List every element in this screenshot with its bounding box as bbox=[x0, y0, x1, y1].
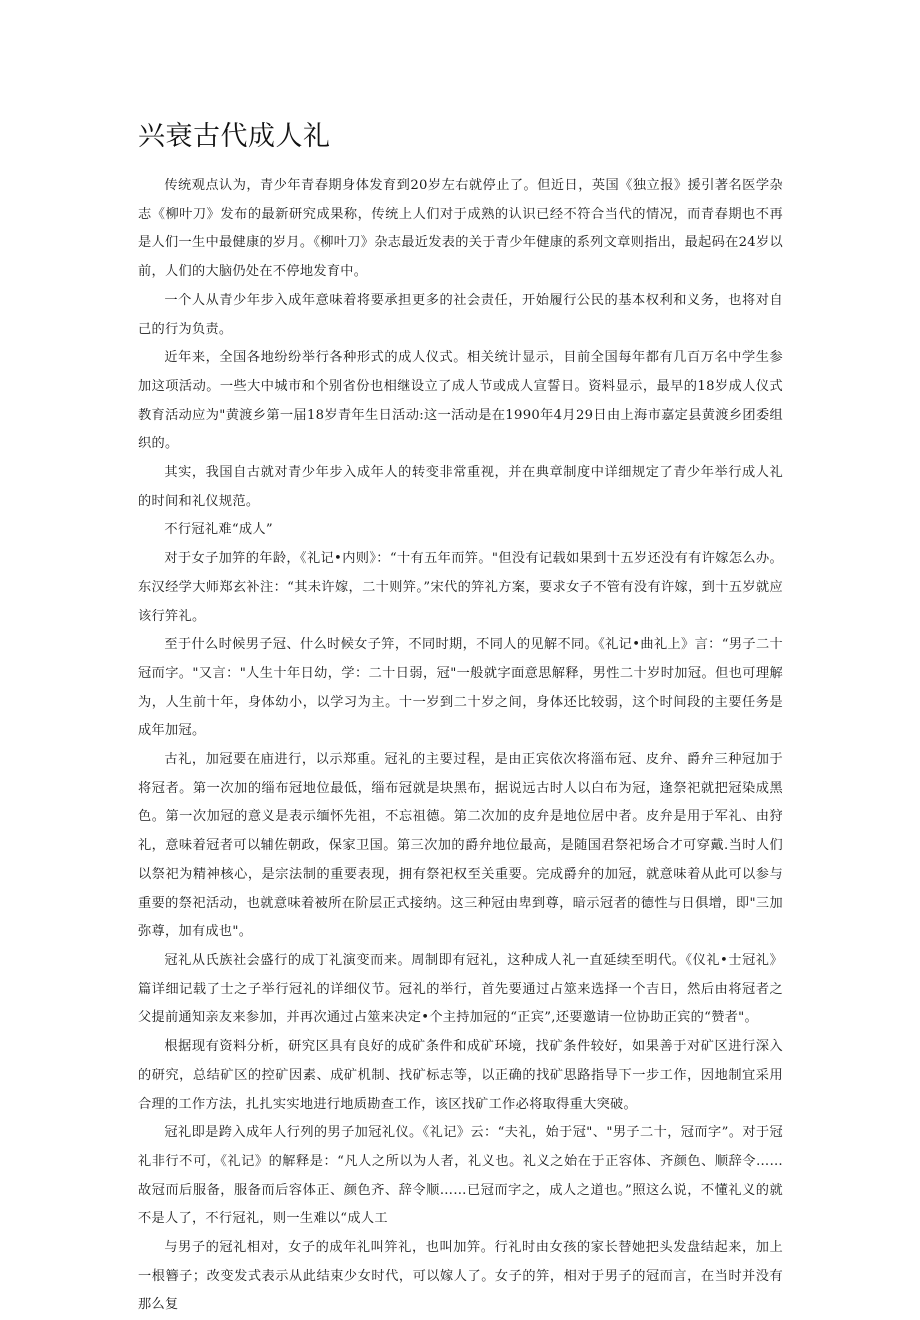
paragraph: 至于什么时候男子冠、什么时候女子笄，不同时期，不同人的见解不同。《礼记•曲礼上》言：“男子二十冠而字。"又言："人生十年日幼，学：二十日弱，冠"一般就字面意思解释，男性二十岁时加冠。但也可理解为，人生前十年，身体幼小，以学习为主。十一岁到二十岁之间，身体还比较弱，这个时间段的主要任务是成年加冠。 bbox=[138, 637, 783, 739]
paragraph: 一个人从青少年步入成年意味着将要承担更多的社会责任，开始履行公民的基本权利和义务，也将对自己的行为负责。 bbox=[138, 292, 783, 337]
document-body bbox=[138, 172, 783, 1320]
paragraph: 与男子的冠礼相对，女子的成年礼叫笄礼，也叫加笄。行礼时由女孩的家长替她把头发盘结起来，加上一根簪子；改变发式表示从此结束少女时代，可以嫁人了。女子的笄，相对于男子的冠而言，在当时并没有那么复 bbox=[138, 1240, 783, 1313]
paragraph: 对于女子加笄的年龄，《礼记•内则》：“十有五年而笄。"但没有记载如果到十五岁还没有有许嫁怎么办。东汉经学大师郑玄补注：“其未许嫁，二十则笄。”宋代的笄礼方案，要求女子不管有没有许嫁，到十五岁就应该行笄礼。 bbox=[138, 551, 783, 624]
paragraph: 近年来，全国各地纷纷举行各种形式的成人仪式。相关统计显示，目前全国每年都有几百万名中学生参加这项活动。一些大中城市和个别省份也相继设立了成人节或成人宣誓日。资料显示，最早的18岁成人仪式教育活动应为"黄渡乡第一届18岁青年生日活动:这一活动是在1990年4月29日由上海市嘉定县黄渡乡团委组织的。 bbox=[138, 350, 783, 452]
paragraph: 根据现有资料分析，研究区具有良好的成矿条件和成矿环境，找矿条件较好，如果善于对矿区进行深入的研究，总结矿区的控矿因素、成矿机制、找矿标志等，以正确的找矿思路指导下一步工作，因地制宜采用合理的工作方法，扎扎实实地进行地质勘查工作，该区找矿工作必将取得重大突破。 bbox=[138, 1039, 783, 1112]
paragraph: 冠礼从氏族社会盛行的成丁礼演变而来。周制即有冠礼，这种成人礼一直延续至明代。《仪礼•士冠礼》篇详细记载了士之子举行冠礼的详细仪节。冠礼的举行，首先要通过占筮来选择一个吉日，然后由将冠者之父提前通知亲友来参加，并再次通过占筮来决定•个主持加冠的“正宾”,还要邀请一位协助正宾的“赞者"。 bbox=[138, 952, 783, 1026]
document-title: 兴衰古代成人礼 bbox=[138, 121, 331, 152]
document-page bbox=[138, 118, 783, 1320]
paragraph: 传统观点认为，青少年青春期身体发育到20岁左右就停止了。但近日，英国《独立报》援引著名医学杂志《柳叶刀》发布的最新研究成果称，传统上人们对于成熟的认识已经不符合当代的情况，而青春期也不再是人们一生中最健康的岁月。《柳叶刀》杂志最近发表的关于青少年健康的系列文章则指出，最起码在24岁以前，人们的大脑仍处在不停地发育中。 bbox=[138, 178, 783, 280]
section-heading: 不行冠礼难“成人” bbox=[164, 522, 273, 538]
paragraph: 古礼，加冠要在庙进行，以示郑重。冠礼的主要过程，是由正宾依次将淄布冠、皮弁、爵弁三种冠加于将冠者。第一次加的缁布冠地位最低，缁布冠就是块黑布，据说远古时人以白布为冠，逢祭祀就把冠染成黑色。第一次加冠的意义是表示缅怀先祖，不忘祖德。第二次加的皮弁是地位居中者。皮弁是用于军礼、由狩礼，意味着冠者可以辅佐朝政，保家卫国。第三次加的爵弁地位最高，是随国君祭祀场合才可穿戴.当时人们以祭祀为精神核心，是宗法制的重要表现，拥有祭祀权至关重要。完成爵弁的加冠，就意味着从此可以参与重要的祭祀活动，也就意味着被所在阶层正式接纳。这三种冠由卑到尊，暗示冠者的德性与日俱增，即"三加弥尊，加有成也"。 bbox=[138, 752, 783, 940]
paragraph: 冠礼即是跨入成年人行列的男子加冠礼仪。《礼记》云：“夫礼，始于冠"、"男子二十，冠而字”。对于冠礼非行不可，《礼记》的解释是：“凡人之所以为人者，礼义也。礼义之始在于正容体、齐颜色、顺辞令……故冠而后服备，服备而后容体正、颜色齐、辞令顺……已冠而字之，成人之道也。”照这么说，不懂礼义的就不是人了，不行冠礼，则一生难以“成人工 bbox=[138, 1125, 783, 1227]
paragraph: 其实，我国自古就对青少年步入成年人的转变非常重视，并在典章制度中详细规定了青少年举行成人礼的时间和礼仪规范。 bbox=[138, 465, 783, 509]
